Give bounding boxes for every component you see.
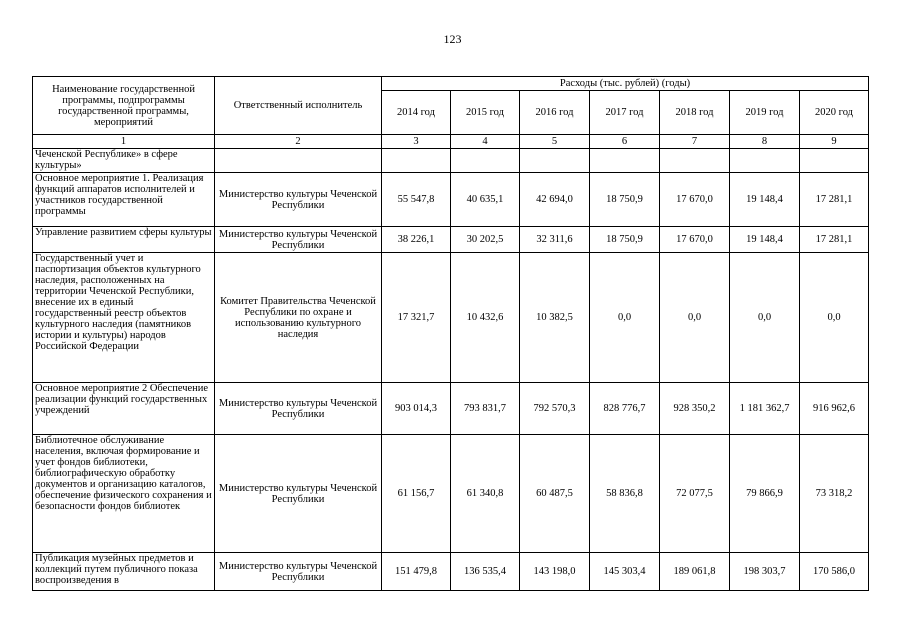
value-2014: 61 156,7 <box>382 435 451 553</box>
value-2017: 145 303,4 <box>590 553 660 591</box>
row-executor: Комитет Правительства Чеченской Республики по охране и использованию культурного наследия <box>215 253 382 383</box>
row-executor: Министерство культуры Чеченской Республики <box>215 435 382 553</box>
value-2020: 916 962,6 <box>800 383 869 435</box>
header-executor-column: Ответственный исполнитель <box>215 77 382 135</box>
column-number: 7 <box>660 135 730 149</box>
table-row <box>33 553 869 591</box>
value-2016: 143 198,0 <box>520 553 590 591</box>
value-2020: 0,0 <box>800 253 869 383</box>
value-2020 <box>800 149 869 173</box>
value-2016: 10 382,5 <box>520 253 590 383</box>
value-2018 <box>660 149 730 173</box>
value-2015: 10 432,6 <box>451 253 520 383</box>
value-2019 <box>730 149 800 173</box>
value-2017: 0,0 <box>590 253 660 383</box>
value-2018: 72 077,5 <box>660 435 730 553</box>
row-name: Библиотечное обслуживание населения, включая формирование и учет фондов библиотеки, библиографическую обработку документов и организацию каталогов, обеспечение физического сохранения и безопасности фондов библиотек <box>33 435 215 553</box>
value-2017: 58 836,8 <box>590 435 660 553</box>
header-year-2014: 2014 год <box>382 91 451 135</box>
value-2018: 928 350,2 <box>660 383 730 435</box>
table-row <box>33 253 869 383</box>
column-number: 3 <box>382 135 451 149</box>
header-name-column: Наименование государственной программы, подпрограммы государственной программы, мероприятий <box>33 77 215 135</box>
row-executor: Министерство культуры Чеченской Республики <box>215 383 382 435</box>
table-row <box>33 227 869 253</box>
value-2019: 0,0 <box>730 253 800 383</box>
row-name: Основное мероприятие 1. Реализация функций аппаратов исполнителей и участников государственной программы <box>33 173 215 227</box>
value-2018: 0,0 <box>660 253 730 383</box>
table-row <box>33 173 869 227</box>
value-2016: 792 570,3 <box>520 383 590 435</box>
header-year-2017: 2017 год <box>590 91 660 135</box>
table-row <box>33 435 869 553</box>
value-2018: 17 670,0 <box>660 227 730 253</box>
value-2020: 73 318,2 <box>800 435 869 553</box>
value-2014 <box>382 149 451 173</box>
column-number: 6 <box>590 135 660 149</box>
value-2018: 17 670,0 <box>660 173 730 227</box>
value-2019: 198 303,7 <box>730 553 800 591</box>
header-year-2018: 2018 год <box>660 91 730 135</box>
row-name: Публикация музейных предметов и коллекций путем публичного показа воспроизведения в <box>33 553 215 591</box>
row-name: Управление развитием сферы культуры <box>33 227 215 253</box>
value-2016 <box>520 149 590 173</box>
row-executor: Министерство культуры Чеченской Республики <box>215 173 382 227</box>
column-number: 4 <box>451 135 520 149</box>
row-executor: Министерство культуры Чеченской Республики <box>215 553 382 591</box>
row-name: Основное мероприятие 2 Обеспечение реализации функций государственных учреждений <box>33 383 215 435</box>
value-2014: 55 547,8 <box>382 173 451 227</box>
value-2019: 1 181 362,7 <box>730 383 800 435</box>
table-row <box>33 149 869 173</box>
header-year-2020: 2020 год <box>800 91 869 135</box>
value-2017 <box>590 149 660 173</box>
value-2015: 793 831,7 <box>451 383 520 435</box>
value-2014: 151 479,8 <box>382 553 451 591</box>
value-2015: 136 535,4 <box>451 553 520 591</box>
value-2020: 170 586,0 <box>800 553 869 591</box>
value-2014: 17 321,7 <box>382 253 451 383</box>
value-2015: 40 635,1 <box>451 173 520 227</box>
value-2017: 18 750,9 <box>590 227 660 253</box>
value-2014: 38 226,1 <box>382 227 451 253</box>
header-expenses-caption: Расходы (тыс. рублей) (годы) <box>382 77 869 91</box>
row-name: Чеченской Республике» в сфере культуры» <box>33 149 215 173</box>
column-number: 1 <box>33 135 215 149</box>
value-2015: 61 340,8 <box>451 435 520 553</box>
value-2017: 828 776,7 <box>590 383 660 435</box>
column-number: 5 <box>520 135 590 149</box>
value-2018: 189 061,8 <box>660 553 730 591</box>
header-year-2015: 2015 год <box>451 91 520 135</box>
column-number: 2 <box>215 135 382 149</box>
value-2015 <box>451 149 520 173</box>
value-2016: 32 311,6 <box>520 227 590 253</box>
row-executor: Министерство культуры Чеченской Республики <box>215 227 382 253</box>
value-2019: 19 148,4 <box>730 173 800 227</box>
value-2016: 60 487,5 <box>520 435 590 553</box>
row-executor <box>215 149 382 173</box>
value-2019: 79 866,9 <box>730 435 800 553</box>
page-number: 123 <box>443 32 462 46</box>
value-2014: 903 014,3 <box>382 383 451 435</box>
header-year-2016: 2016 год <box>520 91 590 135</box>
budget-table <box>32 76 869 591</box>
column-number: 8 <box>730 135 800 149</box>
row-name: Государственный учет и паспортизация объектов культурного наследия, расположенных на территории Чеченской Республики, внесение их в единый государственный реестр объектов культурного наследия (памятников истории и культуры) народов Российской Федерации <box>33 253 215 383</box>
value-2020: 17 281,1 <box>800 227 869 253</box>
value-2019: 19 148,4 <box>730 227 800 253</box>
value-2017: 18 750,9 <box>590 173 660 227</box>
value-2016: 42 694,0 <box>520 173 590 227</box>
header-year-2019: 2019 год <box>730 91 800 135</box>
table-row <box>33 383 869 435</box>
column-number: 9 <box>800 135 869 149</box>
value-2015: 30 202,5 <box>451 227 520 253</box>
value-2020: 17 281,1 <box>800 173 869 227</box>
